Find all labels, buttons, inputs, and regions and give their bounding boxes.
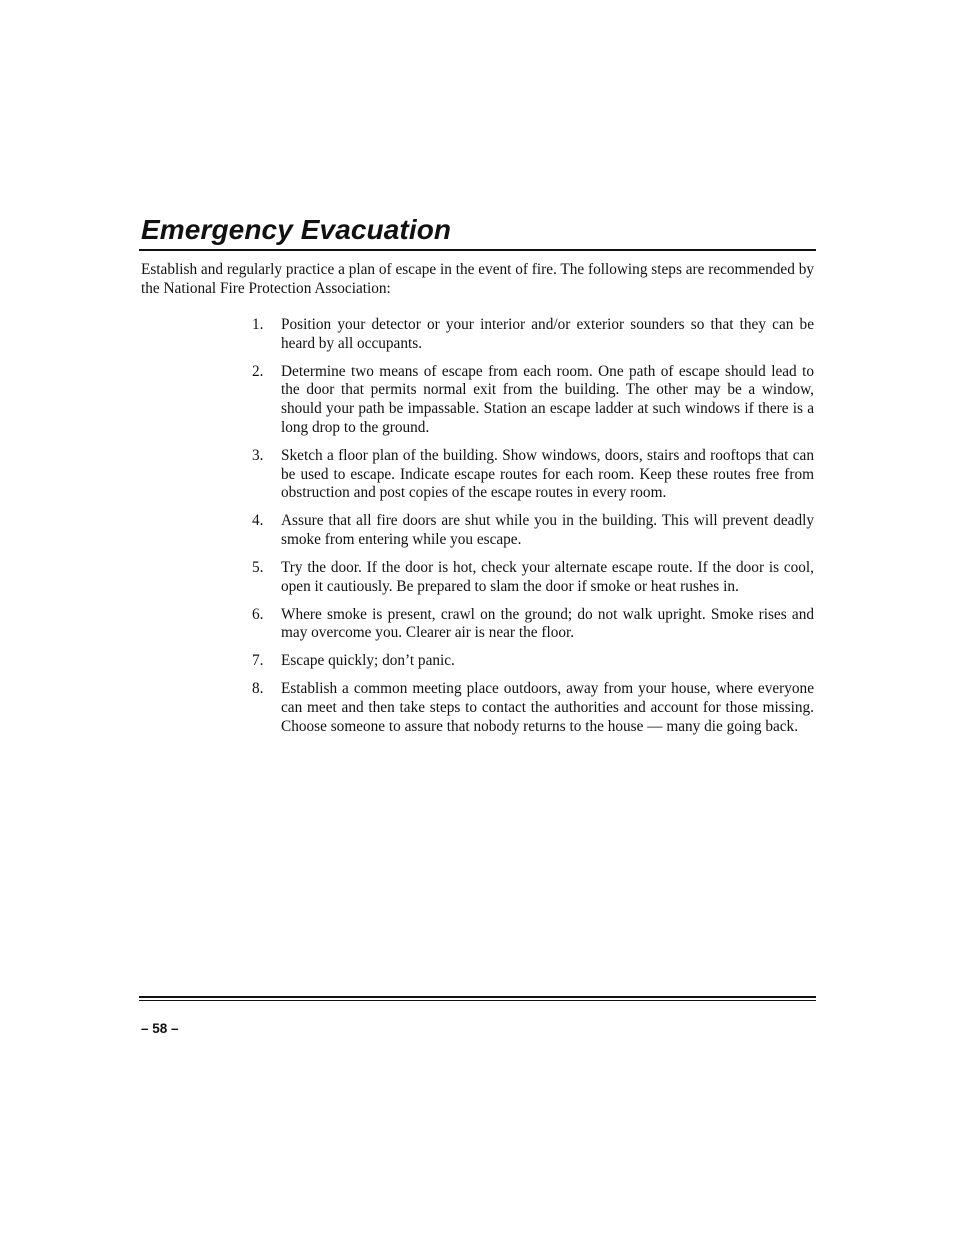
- step-text: Escape quickly; don’t panic.: [281, 652, 455, 670]
- title-divider: [139, 249, 816, 251]
- list-item: [252, 512, 814, 549]
- list-item: [252, 447, 814, 503]
- step-text: Establish a common meeting place outdoors, away from your house, where everyone can meet and then take steps to contact the authorities and account for those missing. Choose someone to assure that nobody returns to the house — many die going back.: [281, 680, 814, 735]
- page-number: – 58 –: [141, 1021, 179, 1036]
- step-text: Sketch a floor plan of the building. Show windows, doors, stairs and rooftops that can be used to escape. Indicate escape routes for each room. Keep these routes free from obstruction and post copies of the escape routes in every room.: [281, 446, 814, 502]
- step-number: 4.: [252, 512, 264, 530]
- page-title: Emergency Evacuation: [141, 214, 452, 245]
- step-text: Try the door. If the door is hot, check your alternate escape route. If the door is cool, open it cautiously. Be prepared to slam the door if smoke or heat rushes in.: [281, 558, 814, 595]
- list-item: [252, 680, 814, 736]
- step-number: 2.: [252, 362, 264, 380]
- list-item: [252, 316, 814, 353]
- step-number: 5.: [252, 558, 264, 576]
- step-text: Determine two means of escape from each room. One path of escape should lead to the door that permits normal exit from the building. The other may be a window, should your path be impassable. Station an escape ladder at such windows if there is a long drop to the ground.: [281, 362, 814, 436]
- intro-paragraph: Establish and regularly practice a plan of escape in the event of fire. The following steps are recommended by the National Fire Protection Association:: [141, 261, 814, 297]
- list-item: [252, 652, 814, 671]
- step-number: 7.: [252, 652, 264, 670]
- step-number: 6.: [252, 605, 264, 623]
- list-item: [252, 606, 814, 643]
- list-item: [252, 559, 814, 596]
- step-text: Assure that all fire doors are shut while you in the building. This will prevent deadly smoke from entering while you escape.: [281, 512, 814, 548]
- footer-divider-thin: [139, 1000, 816, 1001]
- step-text: Position your detector or your interior and/or exterior sounders so that they can be heard by all occupants.: [281, 316, 814, 352]
- step-number: 3.: [252, 446, 264, 464]
- step-text: Where smoke is present, crawl on the ground; do not walk upright. Smoke rises and may overcome you. Clearer air is near the floor.: [281, 605, 814, 642]
- footer-divider-thick: [139, 996, 816, 998]
- list-item: [252, 363, 814, 438]
- step-number: 8.: [252, 680, 264, 698]
- step-number: 1.: [252, 316, 264, 333]
- evacuation-steps-list: [252, 316, 814, 746]
